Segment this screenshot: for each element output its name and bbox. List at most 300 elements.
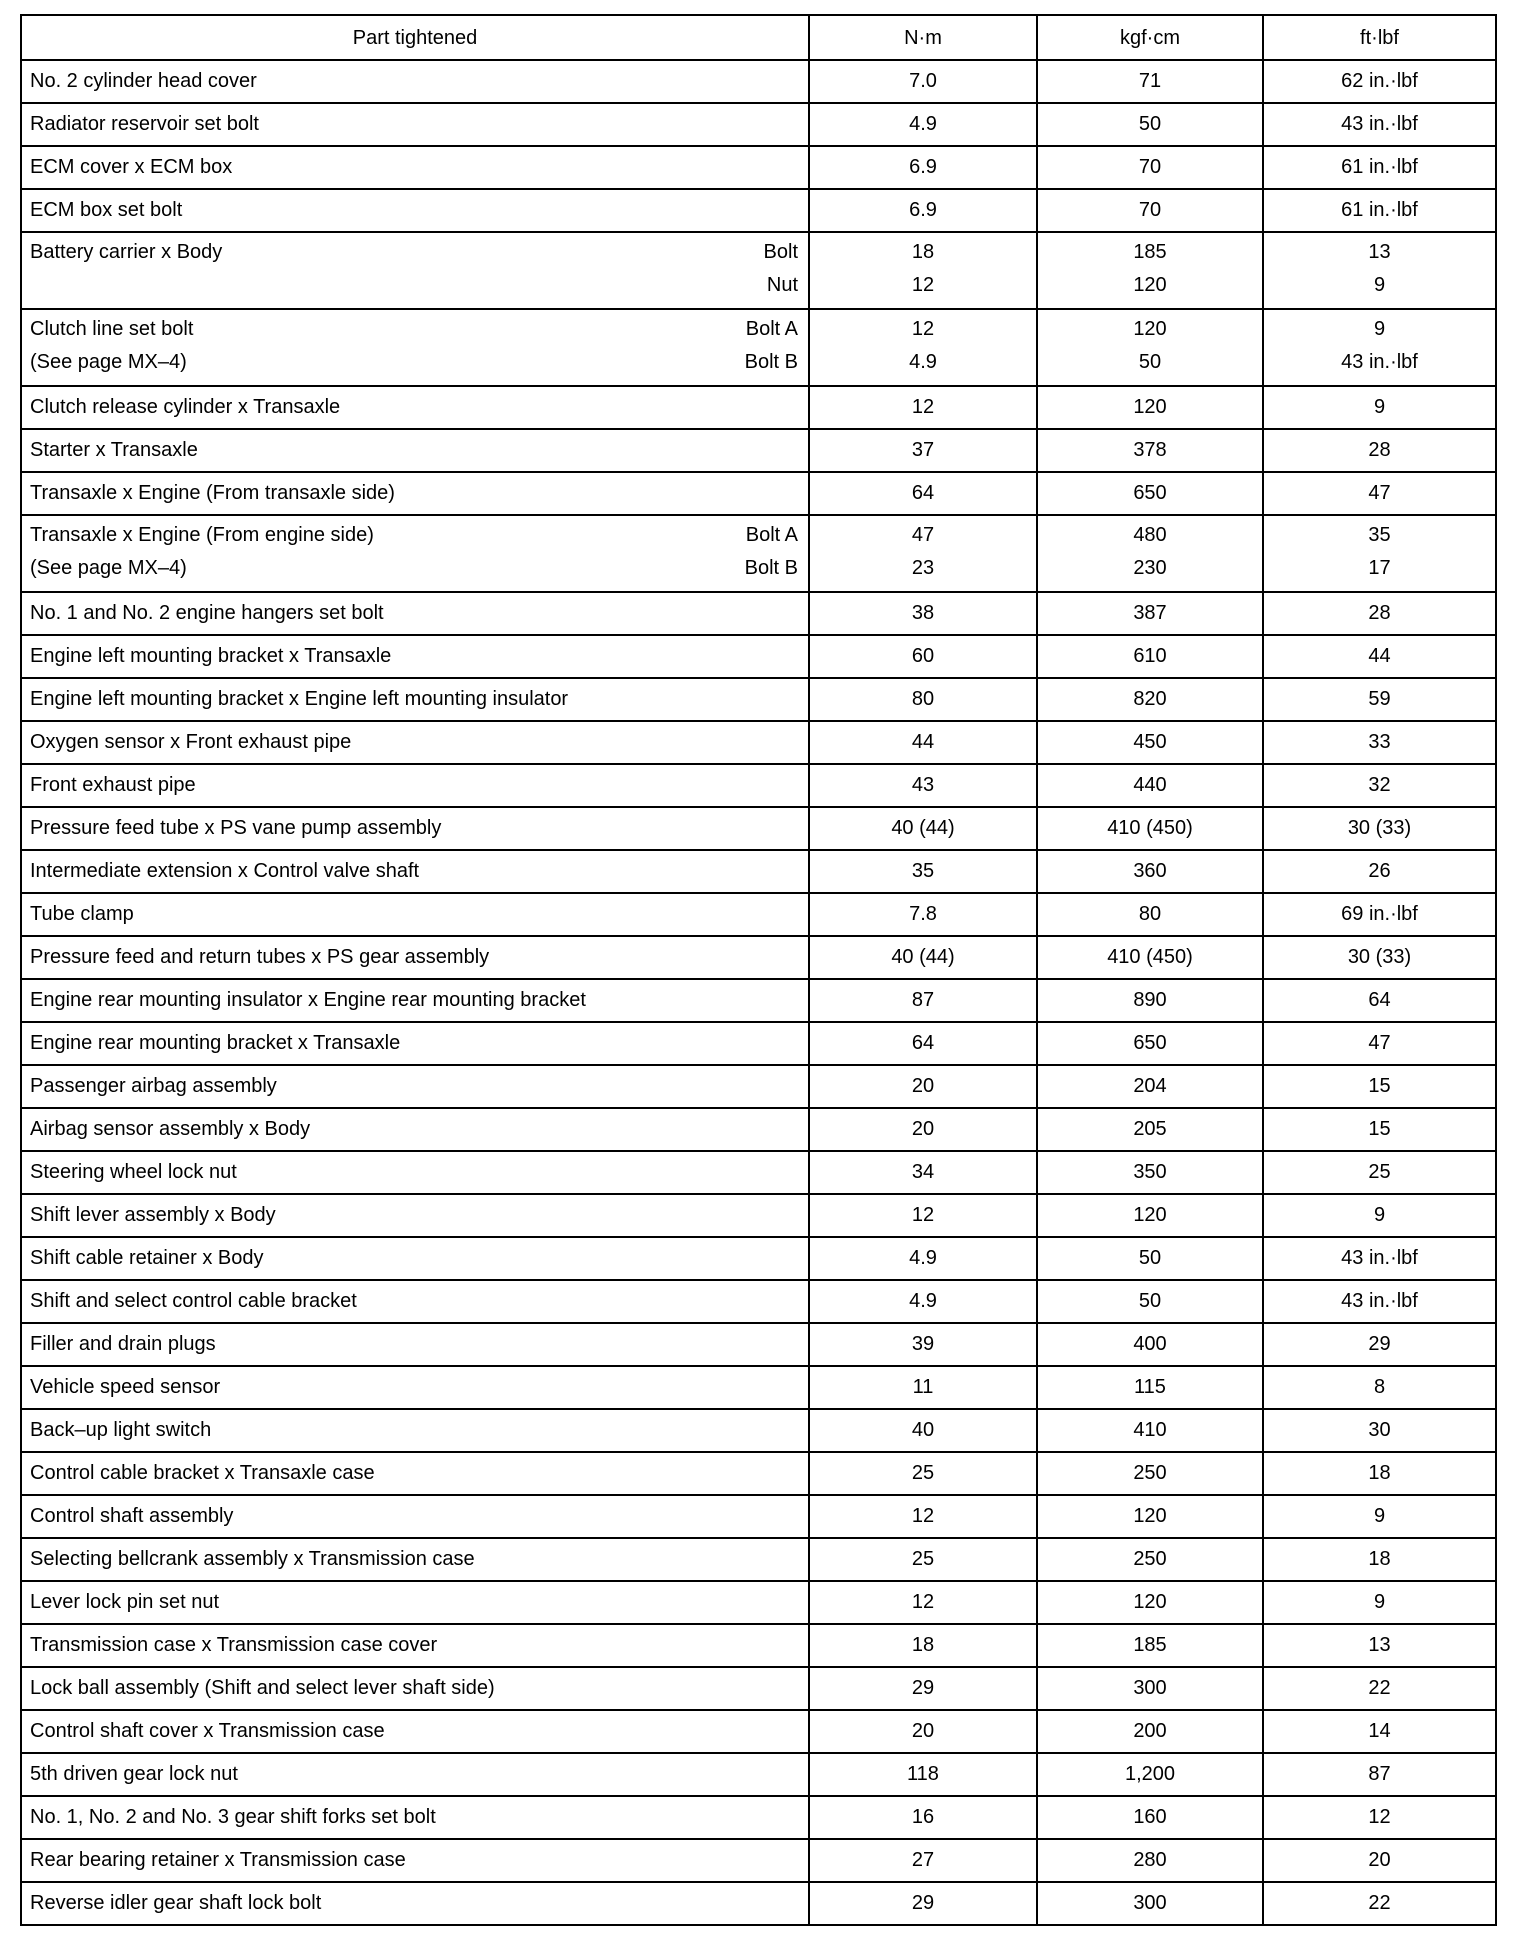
cell-part-tightened (21, 678, 809, 721)
torque-value-text: 4.9 (909, 351, 937, 373)
part-name-text: Shift and select control cable bracket (30, 1290, 357, 1312)
cell-ft-lbf (1263, 103, 1496, 146)
table-row (21, 386, 1496, 429)
cell-nm (809, 472, 1037, 515)
cell-ft-lbf (1263, 1151, 1496, 1194)
cell-ft-lbf (1263, 1022, 1496, 1065)
cell-ft-lbf (1263, 515, 1496, 592)
cell-nm (809, 1366, 1037, 1409)
torque-value-text: 50 (1138, 113, 1162, 135)
cell-ft-lbf (1263, 1796, 1496, 1839)
part-name-text: 5th driven gear lock nut (30, 1763, 238, 1785)
cell-nm (809, 592, 1037, 635)
torque-value-text: 64 (911, 1032, 935, 1054)
torque-value-text: 50 (1138, 1247, 1162, 1269)
table-row (21, 309, 1496, 386)
torque-value-text: 387 (1133, 602, 1167, 624)
cell-ft-lbf (1263, 1366, 1496, 1409)
table-row (21, 1882, 1496, 1925)
torque-value-text: 8 (1373, 1376, 1386, 1398)
torque-value-text: 62 in.·lbf (1341, 70, 1418, 92)
cell-kgf-cm (1037, 1151, 1263, 1194)
cell-kgf-cm (1037, 1323, 1263, 1366)
cell-ft-lbf (1263, 1538, 1496, 1581)
part-name-text: Shift lever assembly x Body (30, 1204, 276, 1226)
torque-value-text: 64 (911, 482, 935, 504)
cell-ft-lbf (1263, 764, 1496, 807)
cell-ft-lbf (1263, 386, 1496, 429)
torque-value-text: 44 (911, 731, 935, 753)
torque-value-text: 47 (1368, 482, 1391, 504)
torque-value-text: 12 (911, 318, 935, 340)
cell-part-tightened (21, 1667, 809, 1710)
cell-kgf-cm (1037, 936, 1263, 979)
torque-value-text: 120 (1133, 396, 1167, 418)
part-name-text: Engine rear mounting bracket x Transaxle (30, 1032, 401, 1054)
cell-kgf-cm (1037, 1710, 1263, 1753)
cell-part-tightened (21, 850, 809, 893)
cell-nm (809, 1495, 1037, 1538)
torque-value-text: 20 (911, 1075, 935, 1097)
torque-value-text: 250 (1133, 1462, 1167, 1484)
cell-nm (809, 1237, 1037, 1280)
cell-ft-lbf (1263, 1581, 1496, 1624)
torque-value-text: 650 (1133, 482, 1167, 504)
part-name-text: Rear bearing retainer x Transmission case (30, 1849, 406, 1871)
table-row (21, 1667, 1496, 1710)
part-name-text: ECM cover x ECM box (30, 156, 233, 178)
torque-value-text: 480 (1133, 524, 1167, 546)
cell-part-tightened (21, 1796, 809, 1839)
cell-kgf-cm (1037, 1753, 1263, 1796)
torque-value-text: 12 (1368, 1806, 1391, 1828)
part-name-text: Pressure feed and return tubes x PS gear assembly (30, 946, 490, 968)
torque-value-text: 15 (1368, 1075, 1391, 1097)
torque-value-text: 280 (1133, 1849, 1167, 1871)
torque-value-text: 12 (911, 1591, 935, 1613)
cell-kgf-cm (1037, 721, 1263, 764)
cell-kgf-cm (1037, 1452, 1263, 1495)
cell-kgf-cm (1037, 678, 1263, 721)
cell-kgf-cm (1037, 232, 1263, 309)
torque-value-text: 26 (1368, 860, 1391, 882)
cell-ft-lbf (1263, 1237, 1496, 1280)
cell-part-tightened (21, 429, 809, 472)
torque-value-text: 34 (911, 1161, 935, 1183)
part-name-text: Airbag sensor assembly x Body (30, 1118, 311, 1140)
cell-nm (809, 1022, 1037, 1065)
torque-value-text: 29 (911, 1892, 935, 1914)
part-name-text (30, 269, 222, 302)
torque-value-text: 80 (911, 688, 935, 710)
cell-part-tightened (21, 721, 809, 764)
cell-kgf-cm (1037, 1538, 1263, 1581)
torque-value-text: 200 (1133, 1720, 1167, 1742)
cell-kgf-cm (1037, 893, 1263, 936)
torque-value-text: 25 (911, 1462, 935, 1484)
torque-value-text: 25 (911, 1548, 935, 1570)
torque-value-text: 160 (1133, 1806, 1167, 1828)
cell-kgf-cm (1037, 979, 1263, 1022)
cell-nm (809, 1280, 1037, 1323)
torque-value-text: 400 (1133, 1333, 1167, 1355)
cell-part-tightened (21, 1495, 809, 1538)
part-name-text: No. 2 cylinder head cover (30, 70, 257, 92)
cell-part-tightened (21, 893, 809, 936)
table-row (21, 232, 1496, 309)
cell-part-tightened (21, 472, 809, 515)
cell-nm (809, 1194, 1037, 1237)
table-row (21, 1839, 1496, 1882)
cell-ft-lbf (1263, 429, 1496, 472)
cell-kgf-cm (1037, 1237, 1263, 1280)
cell-ft-lbf (1263, 1667, 1496, 1710)
fastener-type-text: Bolt B (744, 351, 798, 373)
cell-nm (809, 936, 1037, 979)
part-name-text: (See page MX–4) (30, 557, 187, 579)
cell-nm (809, 309, 1037, 386)
torque-value-text: 20 (911, 1720, 935, 1742)
cell-ft-lbf (1263, 1710, 1496, 1753)
torque-value-text: 39 (911, 1333, 935, 1355)
torque-value-text: 13 (1368, 241, 1391, 263)
torque-value-text: 38 (911, 602, 935, 624)
table-row (21, 515, 1496, 592)
cell-part-tightened (21, 1151, 809, 1194)
torque-value-text: 120 (1133, 1591, 1167, 1613)
cell-kgf-cm (1037, 592, 1263, 635)
cell-part-tightened (21, 515, 809, 592)
cell-nm (809, 893, 1037, 936)
torque-value-text: 43 in.·lbf (1341, 351, 1418, 373)
torque-value-text: 27 (911, 1849, 935, 1871)
cell-nm (809, 1409, 1037, 1452)
torque-value-text: 70 (1138, 199, 1162, 221)
cell-part-tightened (21, 1280, 809, 1323)
part-name-text: Back–up light switch (30, 1419, 212, 1441)
cell-kgf-cm (1037, 386, 1263, 429)
part-name-text: Pressure feed tube x PS vane pump assembly (30, 817, 442, 839)
part-name-text: Engine left mounting bracket x Engine left mounting insulator (30, 688, 569, 710)
torque-value-text: 1,200 (1124, 1763, 1176, 1785)
torque-value-text: 50 (1138, 351, 1162, 373)
torque-value-text: 18 (1368, 1548, 1391, 1570)
fastener-type-text: Bolt B (744, 557, 798, 579)
cell-ft-lbf (1263, 1194, 1496, 1237)
part-name-text: (See page MX–4) (30, 351, 187, 373)
torque-value-text: 80 (1138, 903, 1162, 925)
cell-nm (809, 764, 1037, 807)
cell-part-tightened (21, 309, 809, 386)
torque-value-text: 4.9 (909, 113, 937, 135)
torque-value-text: 30 (33) (1347, 946, 1412, 968)
table-row (21, 60, 1496, 103)
cell-kgf-cm (1037, 807, 1263, 850)
cell-nm (809, 1323, 1037, 1366)
cell-kgf-cm (1037, 1796, 1263, 1839)
torque-value-text: 120 (1133, 274, 1167, 296)
torque-value-text: 890 (1133, 989, 1167, 1011)
cell-ft-lbf (1263, 807, 1496, 850)
torque-value-text: 87 (911, 989, 935, 1011)
torque-value-text: 25 (1368, 1161, 1391, 1183)
cell-nm (809, 1151, 1037, 1194)
table-row (21, 1495, 1496, 1538)
table-row (21, 1753, 1496, 1796)
cell-ft-lbf (1263, 1882, 1496, 1925)
torque-value-text: 6.9 (909, 156, 937, 178)
torque-value-text: 16 (911, 1806, 935, 1828)
cell-part-tightened (21, 764, 809, 807)
torque-value-text: 120 (1133, 1505, 1167, 1527)
torque-value-text: 35 (911, 860, 935, 882)
torque-value-text: 9 (1373, 1591, 1386, 1613)
torque-value-text: 12 (911, 1505, 935, 1527)
torque-value-text: 32 (1368, 774, 1391, 796)
cell-ft-lbf (1263, 1753, 1496, 1796)
header-ft-lbf: ft·lbf (1263, 15, 1496, 60)
cell-nm (809, 1065, 1037, 1108)
cell-kgf-cm (1037, 1280, 1263, 1323)
header-kgf-cm: kgf·cm (1037, 15, 1263, 60)
torque-value-text: 440 (1133, 774, 1167, 796)
torque-value-text: 37 (911, 439, 935, 461)
torque-value-text: 50 (1138, 1290, 1162, 1312)
part-name-text: Intermediate extension x Control valve shaft (30, 860, 420, 882)
cell-part-tightened (21, 386, 809, 429)
cell-ft-lbf (1263, 472, 1496, 515)
cell-nm (809, 232, 1037, 309)
table-row (21, 979, 1496, 1022)
cell-part-tightened (21, 1409, 809, 1452)
torque-value-text: 9 (1373, 274, 1386, 296)
torque-value-text: 22 (1368, 1677, 1391, 1699)
cell-ft-lbf (1263, 1495, 1496, 1538)
cell-ft-lbf (1263, 309, 1496, 386)
torque-value-text: 40 (911, 1419, 935, 1441)
part-name-text: Lever lock pin set nut (30, 1591, 219, 1613)
cell-nm (809, 429, 1037, 472)
part-name-text: Tube clamp (30, 903, 134, 925)
torque-value-text: 9 (1373, 1505, 1386, 1527)
torque-value-text: 9 (1373, 318, 1386, 340)
torque-value-text: 40 (44) (891, 946, 955, 968)
torque-value-text: 204 (1133, 1075, 1167, 1097)
part-name-text: Transmission case x Transmission case cover (30, 1634, 438, 1656)
cell-part-tightened (21, 592, 809, 635)
cell-part-tightened (21, 1581, 809, 1624)
torque-value-text: 450 (1133, 731, 1167, 753)
torque-value-text: 4.9 (909, 1290, 937, 1312)
part-name-text: Clutch line set bolt (30, 318, 194, 340)
torque-value-text: 71 (1138, 70, 1162, 92)
fastener-type-text: Bolt A (745, 524, 798, 546)
cell-nm (809, 1581, 1037, 1624)
cell-part-tightened (21, 1538, 809, 1581)
torque-value-text: 70 (1138, 156, 1162, 178)
part-name-text: Lock ball assembly (Shift and select lever shaft side) (30, 1677, 495, 1699)
cell-nm (809, 60, 1037, 103)
cell-kgf-cm (1037, 1495, 1263, 1538)
cell-part-tightened (21, 1323, 809, 1366)
part-name-text: Shift cable retainer x Body (30, 1247, 264, 1269)
cell-part-tightened (21, 1753, 809, 1796)
cell-part-tightened (21, 1022, 809, 1065)
torque-value-text: 64 (1368, 989, 1391, 1011)
torque-value-text: 410 (1133, 1419, 1167, 1441)
cell-nm (809, 1796, 1037, 1839)
torque-value-text: 118 (907, 1763, 939, 1785)
torque-value-text: 410 (450) (1107, 946, 1193, 968)
table-row (21, 1151, 1496, 1194)
table-row (21, 893, 1496, 936)
table-row (21, 1710, 1496, 1753)
header-part-tightened: Part tightened (21, 15, 809, 60)
torque-value-text: 115 (1134, 1376, 1166, 1398)
cell-ft-lbf (1263, 1065, 1496, 1108)
torque-value-text: 44 (1368, 645, 1391, 667)
table-row (21, 936, 1496, 979)
cell-ft-lbf (1263, 721, 1496, 764)
table-row (21, 146, 1496, 189)
torque-value-text: 14 (1368, 1720, 1391, 1742)
torque-value-text: 12 (911, 274, 935, 296)
part-name-text: ECM box set bolt (30, 199, 183, 221)
torque-value-text: 350 (1133, 1161, 1167, 1183)
cell-kgf-cm (1037, 1882, 1263, 1925)
torque-value-text: 20 (1368, 1849, 1391, 1871)
table-row (21, 1022, 1496, 1065)
cell-ft-lbf (1263, 1323, 1496, 1366)
cell-nm (809, 979, 1037, 1022)
cell-kgf-cm (1037, 1108, 1263, 1151)
torque-value-text: 22 (1368, 1892, 1391, 1914)
table-row (21, 472, 1496, 515)
part-name-text: Engine left mounting bracket x Transaxle (30, 645, 392, 667)
cell-kgf-cm (1037, 1624, 1263, 1667)
torque-value-text: 15 (1368, 1118, 1391, 1140)
cell-part-tightened (21, 1624, 809, 1667)
torque-value-text: 35 (1368, 524, 1391, 546)
cell-kgf-cm (1037, 103, 1263, 146)
torque-value-text: 18 (911, 1634, 935, 1656)
torque-value-text: 33 (1368, 731, 1391, 753)
torque-value-text: 7.0 (909, 70, 937, 92)
cell-kgf-cm (1037, 429, 1263, 472)
part-name-text: Clutch release cylinder x Transaxle (30, 396, 341, 418)
part-name-text: Control shaft assembly (30, 1505, 234, 1527)
torque-value-text: 23 (911, 557, 935, 579)
torque-value-text: 360 (1133, 860, 1167, 882)
torque-spec-sheet (20, 14, 1495, 1926)
cell-ft-lbf (1263, 592, 1496, 635)
cell-part-tightened (21, 1839, 809, 1882)
table-row (21, 1366, 1496, 1409)
torque-value-text: 300 (1133, 1677, 1167, 1699)
table-row (21, 1108, 1496, 1151)
part-name-text: Selecting bellcrank assembly x Transmission case (30, 1548, 475, 1570)
cell-part-tightened (21, 146, 809, 189)
torque-value-text: 28 (1368, 602, 1391, 624)
part-name-text: Front exhaust pipe (30, 774, 196, 796)
part-name-text: No. 1 and No. 2 engine hangers set bolt (30, 602, 384, 624)
table-row (21, 635, 1496, 678)
part-name-text: Reverse idler gear shaft lock bolt (30, 1892, 322, 1914)
cell-ft-lbf (1263, 1452, 1496, 1495)
cell-ft-lbf (1263, 936, 1496, 979)
torque-value-text: 9 (1373, 1204, 1386, 1226)
cell-nm (809, 1710, 1037, 1753)
table-row (21, 1280, 1496, 1323)
cell-nm (809, 386, 1037, 429)
part-name-text: Engine rear mounting insulator x Engine rear mounting bracket (30, 989, 586, 1011)
cell-ft-lbf (1263, 1280, 1496, 1323)
torque-value-text: 185 (1133, 241, 1167, 263)
table-row (21, 764, 1496, 807)
part-name-text: Control cable bracket x Transaxle case (30, 1462, 375, 1484)
part-name-text: Starter x Transaxle (30, 439, 198, 461)
cell-part-tightened (21, 807, 809, 850)
table-row (21, 1194, 1496, 1237)
table-row (21, 103, 1496, 146)
torque-value-text: 43 (911, 774, 935, 796)
torque-value-text: 28 (1368, 439, 1391, 461)
cell-kgf-cm (1037, 515, 1263, 592)
table-row (21, 1624, 1496, 1667)
cell-ft-lbf (1263, 635, 1496, 678)
cell-kgf-cm (1037, 1839, 1263, 1882)
cell-nm (809, 1108, 1037, 1151)
cell-nm (809, 1538, 1037, 1581)
torque-table (20, 14, 1497, 1926)
cell-kgf-cm (1037, 60, 1263, 103)
cell-kgf-cm (1037, 1366, 1263, 1409)
torque-value-text: 6.9 (909, 199, 937, 221)
fastener-type-text: Bolt (763, 241, 798, 263)
fastener-type-text: Bolt A (745, 318, 798, 340)
cell-kgf-cm (1037, 635, 1263, 678)
cell-kgf-cm (1037, 189, 1263, 232)
part-name-text: No. 1, No. 2 and No. 3 gear shift forks set bolt (30, 1806, 436, 1828)
header-nm: N·m (809, 15, 1037, 60)
cell-part-tightened (21, 936, 809, 979)
cell-nm (809, 850, 1037, 893)
torque-value-text: 4.9 (909, 1247, 937, 1269)
cell-part-tightened (21, 1882, 809, 1925)
cell-nm (809, 1667, 1037, 1710)
table-row (21, 189, 1496, 232)
cell-nm (809, 189, 1037, 232)
cell-kgf-cm (1037, 1194, 1263, 1237)
cell-part-tightened (21, 1108, 809, 1151)
torque-value-text: 11 (912, 1376, 934, 1398)
table-body (21, 60, 1496, 1925)
table-row (21, 678, 1496, 721)
cell-nm (809, 721, 1037, 764)
table-row (21, 1323, 1496, 1366)
torque-value-text: 60 (911, 645, 935, 667)
part-name-text: Steering wheel lock nut (30, 1161, 237, 1183)
cell-nm (809, 1882, 1037, 1925)
cell-kgf-cm (1037, 309, 1263, 386)
part-name-text: Radiator reservoir set bolt (30, 113, 259, 135)
cell-part-tightened (21, 1710, 809, 1753)
cell-nm (809, 807, 1037, 850)
table-row (21, 1065, 1496, 1108)
torque-value-text: 87 (1368, 1763, 1391, 1785)
cell-ft-lbf (1263, 146, 1496, 189)
table-row (21, 429, 1496, 472)
